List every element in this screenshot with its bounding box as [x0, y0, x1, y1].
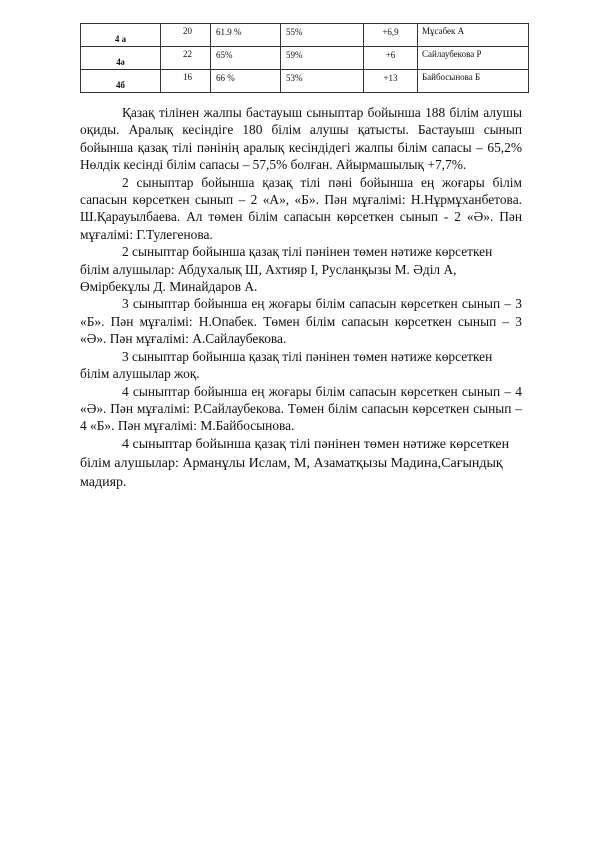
class-cell: 4 а [81, 24, 161, 47]
paragraph-grade4-best: 4 сыныптар бойынша ең жоғары білім сапасын көрсеткен сынып – 4 «Ә». Пән мұғалімі: Р.Сайлаубекова. Төмен білім сапасын көрсеткен сынып – 4 «Б». Пән мұғалімі: М.Байбосынова. [80, 383, 522, 434]
table-row [81, 47, 529, 70]
difference-cell: +6 [364, 47, 418, 70]
paragraph-summary: Қазақ тілінен жалпы бастауыш сыныптар бойынша 188 білім алушы оқиды. Аралық кесіндіге 180 білім алушы қатысты. Бастауыш сынып бойынша қазақ тілі пәнінің аралық кесіндідегі жалпы білім сапасы – 65,2% Нөлдік кесінді білім сапасы – 57,5% болған. Айырмашылық +7,7%. [80, 105, 522, 173]
quality-midterm-cell: 65% [211, 47, 281, 70]
class-cell: 4ә [81, 47, 161, 70]
quality-baseline-cell: 55% [281, 24, 364, 47]
teacher-cell: Байбосынова Б [418, 70, 529, 93]
report-text [80, 104, 522, 492]
results-table [80, 23, 529, 93]
student-count-cell: 16 [161, 70, 211, 93]
paragraph-grade2-best: 2 сыныптар бойынша қазақ тілі пәні бойынша ең жоғары білім сапасын көрсеткен сынып – 2 «А», «Б». Пән мұғалімі: Н.Нұрмұханбетова. Ш.Қарауылбаева. Ал төмен білім сапасын көрсеткен сынып - 2 «Ә». Пән мұғалімі: Г.Тулегенова. [80, 174, 522, 242]
student-count-cell: 20 [161, 24, 211, 47]
difference-cell: +13 [364, 70, 418, 93]
quality-baseline-cell: 53% [281, 70, 364, 93]
class-cell: 4б [81, 70, 161, 93]
difference-cell: +6,9 [364, 24, 418, 47]
teacher-cell: Мұсабек А [418, 24, 529, 47]
student-count-cell: 22 [161, 47, 211, 70]
quality-midterm-cell: 61.9 % [211, 24, 281, 47]
paragraph-grade3-best: 3 сыныптар бойынша ең жоғары білім сапасын көрсеткен сынып – 3 «Б». Пән мұғалімі: Н.Опабек. Төмен білім сапасын көрсеткен сынып – 3 «Ә». Пән мұғалімі: А.Сайлаубекова. [80, 296, 522, 347]
table-row [81, 24, 529, 47]
table-row [81, 70, 529, 93]
quality-baseline-cell: 59% [281, 47, 364, 70]
paragraph-grade4-low-students: 4 сыныптар бойынша қазақ тілі пәнінен төмен нәтиже көрсеткен білім алушылар: Арманұлы Ислам, М, Азаматқызы Мадина,Сағындық мадияр. [80, 436, 510, 490]
teacher-cell: Сайлаубекова Р [418, 47, 529, 70]
quality-midterm-cell: 66 % [211, 70, 281, 93]
paragraph-grade2-low-students: 2 сыныптар бойынша қазақ тілі пәнінен төмен нәтиже көрсеткен білім алушылар: Абдухалық Ш, Ахтияр І, Русланқызы М. Әділ А, Өмірбекұлы Д. Минайдаров А. [80, 244, 493, 295]
paragraph-grade3-low-students: 3 сыныптар бойынша қазақ тілі пәнінен төмен нәтиже көрсеткен білім алушылар жоқ. [80, 348, 493, 382]
